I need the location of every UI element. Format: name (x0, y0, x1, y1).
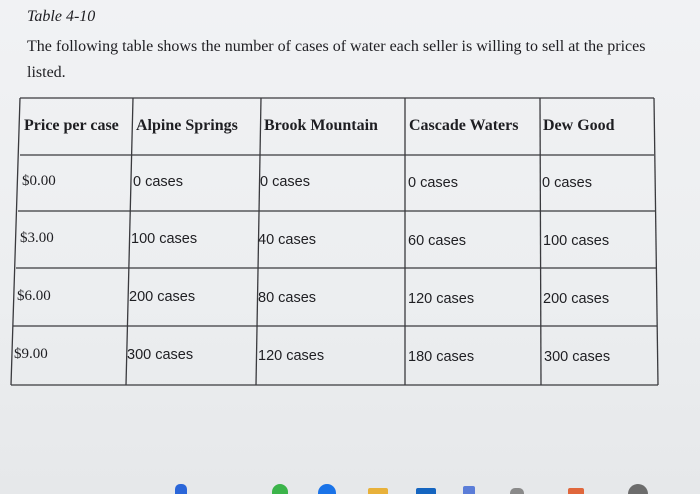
table-cell: 180 cases (408, 349, 475, 365)
table-cell: 60 cases (408, 233, 467, 249)
app-icon-1[interactable] (175, 484, 187, 494)
app-icon-9[interactable] (628, 484, 648, 494)
app-icon-3[interactable] (318, 484, 336, 494)
table-cell: 200 cases (129, 289, 196, 305)
table-cell: 0 cases (133, 174, 183, 190)
header-price-per-case: Price per case (24, 117, 119, 134)
table-cell: 100 cases (543, 233, 610, 249)
table-cell-price: $0.00 (22, 173, 56, 189)
header-brook-mountain: Brook Mountain (264, 117, 378, 134)
table-cell: 100 cases (131, 231, 198, 247)
header-dew-good: Dew Good (543, 117, 615, 134)
dock-bar (0, 474, 700, 494)
app-icon-8[interactable] (568, 488, 584, 494)
table-cell: 120 cases (258, 348, 325, 364)
table-cell: 120 cases (408, 291, 475, 307)
app-icon-7[interactable] (510, 488, 524, 494)
app-icon-5[interactable] (416, 488, 436, 494)
table-cell-price: $6.00 (17, 288, 51, 304)
app-icon-6[interactable] (463, 486, 475, 494)
header-alpine-springs: Alpine Springs (136, 117, 238, 134)
table-cell: 0 cases (542, 175, 592, 191)
app-icon-4[interactable] (368, 488, 388, 494)
grid-line (654, 98, 658, 385)
intro-text: The following table shows the number of cases of water each seller is willing to sell at the prices listed. (27, 38, 646, 81)
table-cell: 300 cases (127, 347, 194, 363)
table-cell: 300 cases (544, 349, 611, 365)
app-icon-2[interactable] (272, 484, 288, 494)
table-cell: 200 cases (543, 291, 610, 307)
grid-line (540, 98, 541, 385)
table-cell-price: $9.00 (14, 346, 48, 362)
table-cell: 40 cases (258, 232, 317, 248)
table-caption: Table 4-10 (27, 8, 96, 25)
table-cell-price: $3.00 (20, 230, 54, 246)
header-cascade-waters: Cascade Waters (409, 117, 519, 134)
grid-line (11, 98, 20, 385)
table-cell: 0 cases (408, 175, 458, 191)
table-cell: 0 cases (260, 174, 310, 190)
table-cell: 80 cases (258, 290, 317, 306)
